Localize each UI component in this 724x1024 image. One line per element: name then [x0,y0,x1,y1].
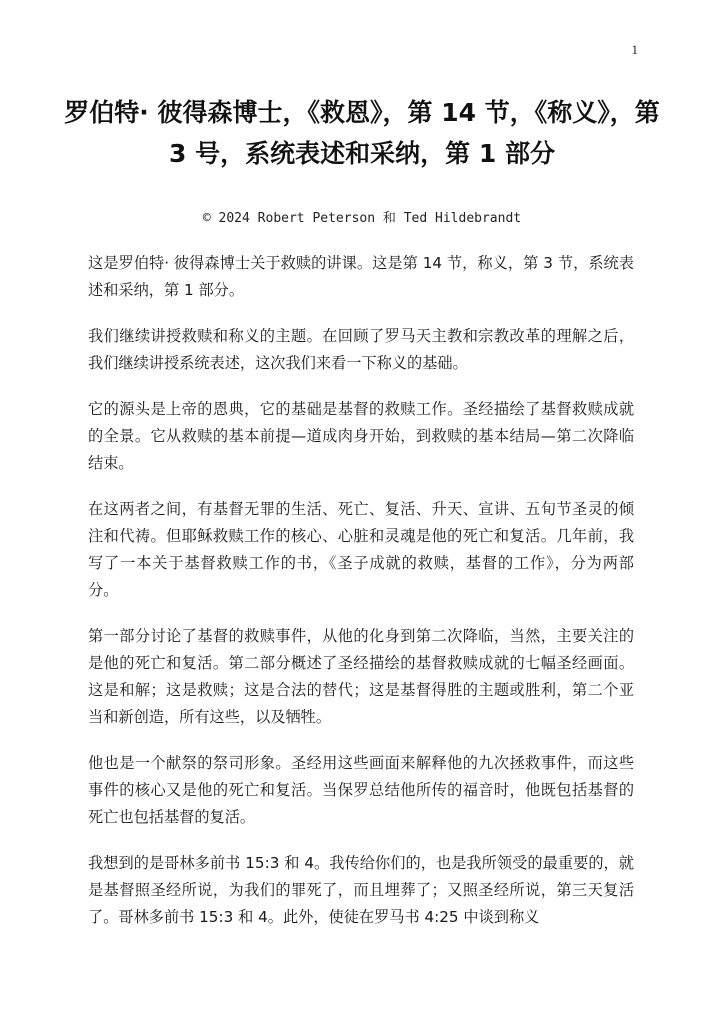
page-number: 1 [631,42,638,57]
paragraph-3: 它的源头是上帝的恩典，它的基础是基督的救赎工作。圣经描绘了基督救赎成就的全景。它从救赎的基本前提—道成肉身开始，到救赎的基本结局—第二次降临结束。 [88,400,634,472]
paragraph-7: 我想到的是哥林多前书 15:3 和 4。我传给你们的，也是我所领受的最重要的，就是基督照圣经所说，为我们的罪死了，而且埋葬了；又照圣经所说，第三天复活了。哥林多前书 15:3 和 4。此外，使徒在罗马书 4:25 中谈到称义 [88,854,634,926]
paragraph-1: 这是罗伯特· 彼得森博士关于救赎的讲课。这是第 14 节，称义，第 3 节，系统表述和采纳，第 1 部分。 [88,254,634,299]
paragraph-5: 第一部分讨论了基督的救赎事件，从他的化身到第二次降临，当然，主要关注的是他的死亡和复活。第二部分概述了圣经描绘的基督救赎成就的七幅圣经画面。这是和解；这是救赎；这是合法的替代；这是基督得胜的主题或胜利，第二个亚当和新创造，所有这些，以及牺牲。 [88,627,634,726]
paragraph-6: 他也是一个献祭的祭司形象。圣经用这些画面来解释他的九次拯救事件，而这些事件的核心又是他的死亡和复活。当保罗总结他所传的福音时，他既包括基督的死亡也包括基督的复活。 [88,754,634,826]
paragraph-4: 在这两者之间，有基督无罪的生活、死亡、复活、升天、宣讲、五旬节圣灵的倾注和代祷。但耶稣救赎工作的核心、心脏和灵魂是他的死亡和复活。几年前，我写了一本关于基督救赎工作的书，《圣子成就的救赎，基督的工作》，分为两部分。 [88,500,634,599]
document-body [88,250,634,950]
copyright-line: © 2024 Robert Peterson 和 Ted Hildebrandt [202,211,522,226]
paragraph-2: 我们继续讲授救赎和称义的主题。在回顾了罗马天主教和宗教改革的理解之后，我们继续讲授系统表述，这次我们来看一下称义的基础。 [88,327,634,372]
document-title: 罗伯特· 彼得森博士，《救恩》，第 14 节，《称义》，第 3 号，系统表述和采纳，第 1 部分 [64,98,660,168]
